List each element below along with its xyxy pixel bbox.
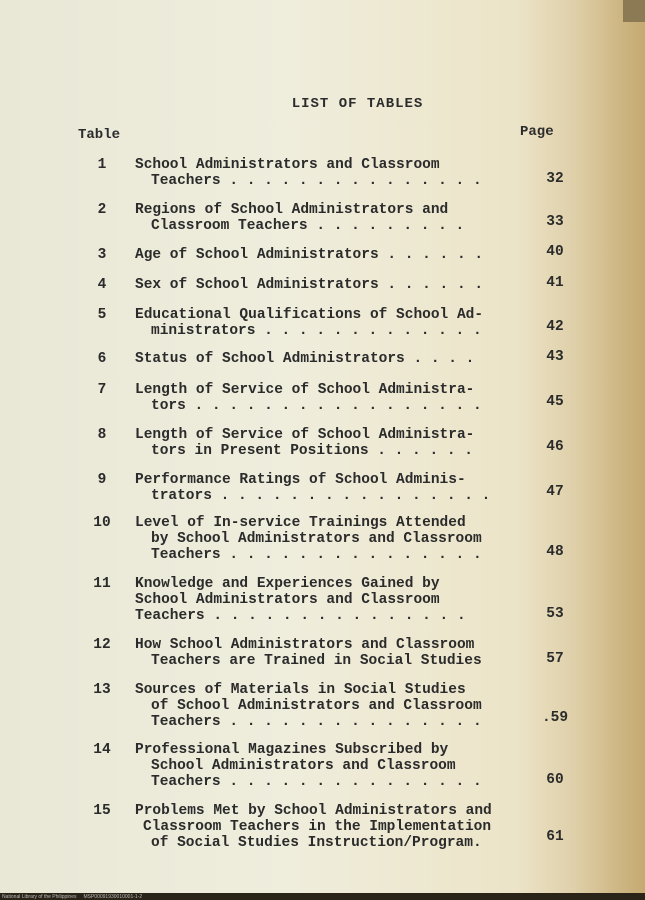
table-number: 2 (97, 202, 107, 218)
entry-title (135, 277, 535, 293)
entry-title (135, 351, 535, 367)
page-number: 42 (546, 319, 564, 335)
table-number: 15 (93, 803, 111, 819)
entry-line: ministrators . . . . . . . . . . . . . (151, 323, 482, 339)
entry-line: School Administrators and Classroom (151, 758, 456, 774)
entry-line: Teachers . . . . . . . . . . . . . . . (151, 774, 482, 790)
table-number: 3 (97, 247, 107, 263)
page-number: 57 (546, 651, 564, 667)
entry-line: Teachers . . . . . . . . . . . . . . . (151, 173, 482, 189)
entry-line: of School Administrators and Classroom (151, 698, 482, 714)
page-number: 40 (546, 244, 564, 260)
entry-line: Professional Magazines Subscribed by (135, 742, 449, 758)
table-number: 5 (97, 307, 107, 323)
table-number: 6 (97, 351, 107, 367)
entry-title (135, 382, 535, 414)
entry-line: tors . . . . . . . . . . . . . . . . . (151, 398, 482, 414)
page-number: 43 (546, 349, 564, 365)
entry-line: Level of In-service Trainings Attended (135, 515, 466, 531)
entry-line: Classroom Teachers in the Implementation (143, 819, 492, 835)
page-number: 32 (546, 171, 564, 187)
entry-line: Sex of School Administrators . . . . . . (135, 277, 484, 293)
archive-code: MSP00091930010001-1-2 (83, 894, 143, 900)
entry-line: trators . . . . . . . . . . . . . . . . (151, 488, 491, 504)
entry-line: School Administrators and Classroom (135, 592, 440, 608)
entry-title (135, 576, 535, 624)
entry-title (135, 515, 535, 563)
table-number: 8 (97, 427, 107, 443)
page-number: 41 (546, 275, 564, 291)
entry-line: School Administrators and Classroom (135, 157, 440, 173)
table-number: 7 (97, 382, 107, 398)
entry-line: Length of Service of School Administra- (135, 382, 475, 398)
page-number: 53 (546, 606, 564, 622)
column-header-page: Page (520, 124, 554, 140)
entry-line: Problems Met by School Administrators and (135, 803, 492, 819)
column-header-table: Table (78, 127, 121, 143)
archive-name: National Library of the Philippines (2, 894, 77, 900)
entry-line: Regions of School Administrators and (135, 202, 449, 218)
entry-line: Teachers . . . . . . . . . . . . . . . (151, 714, 482, 730)
entry-line: Knowledge and Experiences Gained by (135, 576, 440, 592)
table-number: 1 (97, 157, 107, 173)
entry-line: Educational Qualifications of School Ad- (135, 307, 484, 323)
entry-title (135, 803, 535, 851)
entry-line: Teachers . . . . . . . . . . . . . . . (135, 608, 466, 624)
entry-title (135, 682, 535, 730)
page-title: LIST OF TABLES (291, 96, 424, 112)
page-number: 60 (546, 772, 564, 788)
entry-title (135, 742, 535, 790)
table-number: 13 (93, 682, 111, 698)
page-number: 47 (546, 484, 564, 500)
entry-line: Status of School Administrators . . . . (135, 351, 475, 367)
entry-title (135, 157, 535, 189)
entry-line: of Social Studies Instruction/Program. (151, 835, 482, 851)
page-number: 33 (546, 214, 564, 230)
entry-line: Performance Ratings of School Adminis- (135, 472, 466, 488)
entry-line: How School Administrators and Classroom (135, 637, 475, 653)
page-number: .59 (541, 710, 569, 726)
table-number: 11 (93, 576, 111, 592)
entry-title (135, 637, 535, 669)
table-number: 10 (93, 515, 111, 531)
entry-line: Classroom Teachers . . . . . . . . . (151, 218, 465, 234)
entry-title (135, 307, 535, 339)
entry-line: by School Administrators and Classroom (151, 531, 482, 547)
entry-line: tors in Present Positions . . . . . . (151, 443, 473, 459)
entry-line: Length of Service of School Administra- (135, 427, 475, 443)
table-number: 14 (93, 742, 111, 758)
entry-line: Age of School Administrators . . . . . . (135, 247, 484, 263)
entry-title (135, 472, 535, 504)
entry-line: Teachers are Trained in Social Studies (151, 653, 482, 669)
page-number: 48 (546, 544, 564, 560)
entry-line: Teachers . . . . . . . . . . . . . . . (151, 547, 482, 563)
table-number: 9 (97, 472, 107, 488)
table-number: 12 (93, 637, 111, 653)
entry-title (135, 202, 535, 234)
entry-title (135, 247, 535, 263)
table-number: 4 (97, 277, 107, 293)
entry-title (135, 427, 535, 459)
archive-footer (2, 894, 142, 900)
page-number: 46 (546, 439, 564, 455)
page-corner (623, 0, 645, 22)
page-number: 45 (546, 394, 564, 410)
entry-line: Sources of Materials in Social Studies (135, 682, 466, 698)
page-number: 61 (546, 829, 564, 845)
